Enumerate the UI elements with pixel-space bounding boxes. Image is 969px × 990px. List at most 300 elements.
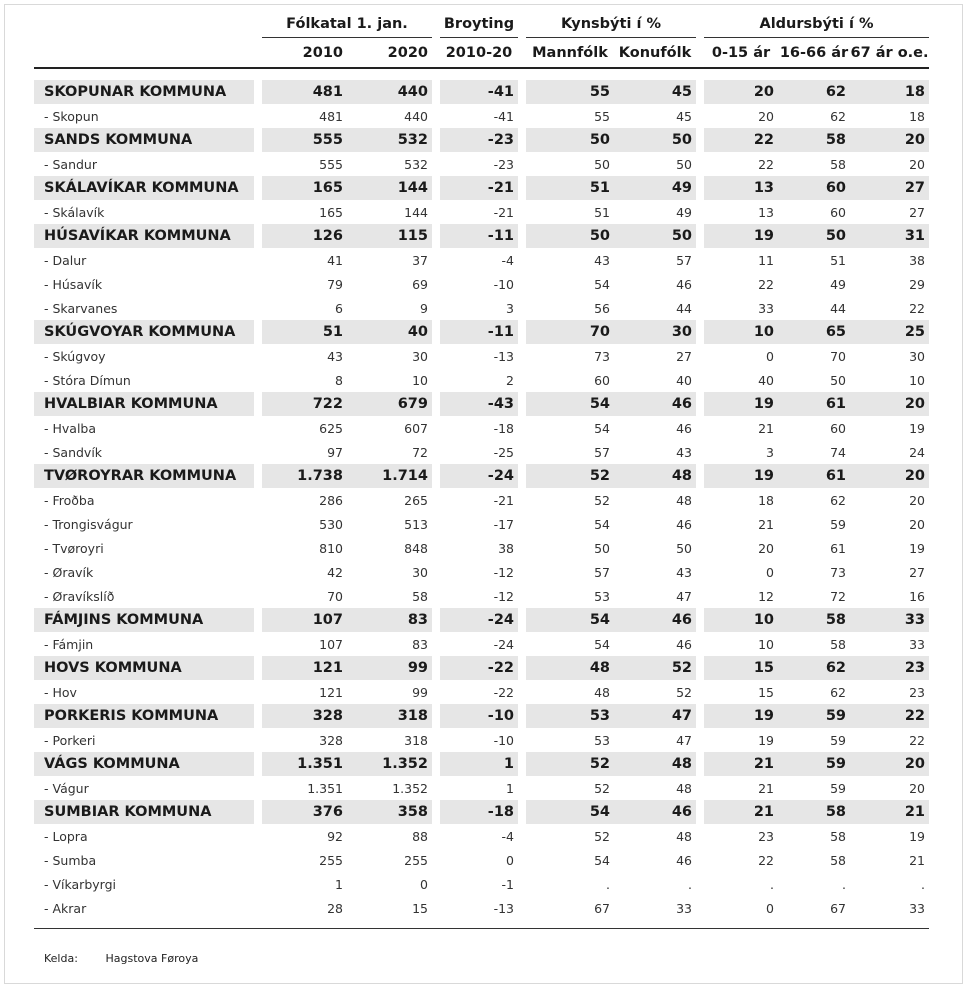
cell-change: -4	[501, 828, 514, 844]
cell-age-16-66: 58	[778, 800, 850, 824]
cell-age-16-66: 61	[778, 464, 850, 488]
cell-v2010: 1.738	[262, 464, 347, 488]
cell-men: 53	[526, 704, 614, 728]
cell-change: -18	[493, 420, 514, 436]
cell-age-0-15: 11	[758, 252, 774, 268]
cell-women: 44	[676, 300, 692, 316]
municipality-row	[34, 80, 929, 104]
cell-men: 54	[526, 392, 614, 416]
cell-v2020: 440	[404, 108, 428, 124]
cell-women: 46	[614, 800, 696, 824]
cell-women: 49	[614, 176, 696, 200]
cell-v2020: 0	[420, 876, 428, 892]
cell-change: -22	[440, 656, 518, 680]
municipality-row	[34, 224, 929, 248]
row-name: - Trongisvágur	[44, 516, 133, 532]
cell-women: 46	[614, 608, 696, 632]
cell-women: 48	[676, 780, 692, 796]
village-row	[34, 416, 929, 440]
cell-age-16-66: 74	[830, 444, 846, 460]
village-row	[34, 728, 929, 752]
municipality-row	[34, 128, 929, 152]
cell-v2020: 37	[412, 252, 428, 268]
cell-age-67: 27	[909, 204, 925, 220]
cell-v2010: 92	[327, 828, 343, 844]
cell-age-16-66: 58	[830, 156, 846, 172]
cell-change: -24	[440, 464, 518, 488]
village-row	[34, 272, 929, 296]
cell-change: -10	[440, 704, 518, 728]
cell-v2010: 255	[319, 852, 343, 868]
row-name: - Sumba	[44, 852, 97, 868]
cell-women: 48	[676, 828, 692, 844]
col-men: Mannfólk	[532, 44, 608, 61]
source-note	[44, 952, 198, 965]
cell-age-67: .	[921, 876, 925, 892]
row-name: - Hvalba	[44, 420, 97, 436]
cell-age-0-15: 21	[758, 516, 774, 532]
cell-change: 0	[506, 852, 514, 868]
cell-age-0-15: 21	[758, 780, 774, 796]
cell-age-67: 38	[909, 252, 925, 268]
cell-v2010: 555	[262, 128, 347, 152]
cell-men: 52	[526, 752, 614, 776]
col-age-67: 67 ár o.e.	[850, 44, 929, 61]
row-name: SUMBIAR KOMMUNA	[34, 800, 254, 824]
cell-women: 46	[676, 516, 692, 532]
cell-v2020: 1.352	[392, 780, 428, 796]
cell-v2010: 530	[319, 516, 343, 532]
row-name: - Vágur	[44, 780, 89, 796]
cell-men: 57	[594, 444, 610, 460]
row-name: HOVS KOMMUNA	[34, 656, 254, 680]
cell-age-67: 22	[909, 732, 925, 748]
cell-v2010: 555	[319, 156, 343, 172]
row-name: SKÁLAVÍKAR KOMMUNA	[34, 176, 254, 200]
cell-age-67: 10	[909, 372, 925, 388]
cell-v2010: 51	[262, 320, 347, 344]
cell-women: 33	[676, 900, 692, 916]
cell-v2010: 42	[327, 564, 343, 580]
cell-change: 1	[440, 752, 518, 776]
cell-change: 38	[498, 540, 514, 556]
cell-age-16-66: 59	[778, 752, 850, 776]
row-name: PORKERIS KOMMUNA	[34, 704, 254, 728]
cell-women: 48	[614, 752, 696, 776]
municipality-row	[34, 752, 929, 776]
municipality-row	[34, 608, 929, 632]
cell-men: 51	[594, 204, 610, 220]
cell-v2010: 328	[319, 732, 343, 748]
cell-men: 60	[594, 372, 610, 388]
cell-change: -11	[440, 320, 518, 344]
cell-v2010: 481	[319, 108, 343, 124]
cell-age-16-66: 62	[778, 80, 850, 104]
cell-age-0-15: 19	[704, 224, 778, 248]
cell-women: 45	[614, 80, 696, 104]
cell-v2020: 58	[412, 588, 428, 604]
cell-age-67: 18	[909, 108, 925, 124]
cell-age-67: 20	[850, 392, 929, 416]
cell-change: 1	[506, 780, 514, 796]
row-name: HVALBIAR KOMMUNA	[34, 392, 254, 416]
cell-age-67: 21	[850, 800, 929, 824]
cell-v2010: 43	[327, 348, 343, 364]
row-name: - Skúgvoy	[44, 348, 106, 364]
cell-age-0-15: 22	[758, 156, 774, 172]
village-row	[34, 824, 929, 848]
row-name: - Skálavík	[44, 204, 105, 220]
cell-age-16-66: 59	[830, 780, 846, 796]
cell-v2010: 107	[319, 636, 343, 652]
cell-age-67: 19	[909, 540, 925, 556]
cell-change: -22	[493, 684, 514, 700]
cell-age-16-66: 58	[830, 636, 846, 652]
cell-age-16-66: 60	[830, 204, 846, 220]
cell-change: -25	[493, 444, 514, 460]
cell-change: -10	[493, 732, 514, 748]
cell-age-0-15: 23	[758, 828, 774, 844]
col-2010: 2010	[302, 44, 343, 61]
cell-women: 43	[676, 444, 692, 460]
row-name: SKÚGVOYAR KOMMUNA	[34, 320, 254, 344]
cell-v2010: 328	[262, 704, 347, 728]
row-name: - Skopun	[44, 108, 99, 124]
row-name: - Øravíkslíð	[44, 588, 115, 604]
cell-v2010: 1.351	[262, 752, 347, 776]
cell-women: 49	[676, 204, 692, 220]
cell-men: 50	[594, 156, 610, 172]
cell-men: 52	[594, 780, 610, 796]
cell-v2010: 107	[262, 608, 347, 632]
cell-age-67: 16	[909, 588, 925, 604]
cell-men: 43	[594, 252, 610, 268]
cell-age-67: 33	[909, 636, 925, 652]
cell-age-0-15: 10	[704, 608, 778, 632]
village-row	[34, 896, 929, 920]
source-label: Kelda:	[44, 952, 78, 965]
cell-v2020: 83	[347, 608, 432, 632]
cell-women: 52	[676, 684, 692, 700]
cell-change: -24	[440, 608, 518, 632]
row-name: - Sandvík	[44, 444, 103, 460]
cell-change: -11	[440, 224, 518, 248]
cell-age-0-15: 20	[704, 80, 778, 104]
cell-women: 50	[614, 224, 696, 248]
header-change: Broyting	[440, 10, 518, 38]
cell-v2010: 70	[327, 588, 343, 604]
cell-men: 54	[594, 636, 610, 652]
header-row-groups	[34, 10, 929, 38]
cell-age-67: 23	[850, 656, 929, 680]
cell-v2020: 679	[347, 392, 432, 416]
cell-age-67: 22	[909, 300, 925, 316]
cell-age-67: 22	[850, 704, 929, 728]
cell-age-16-66: 62	[778, 656, 850, 680]
cell-men: 57	[594, 564, 610, 580]
cell-men: 50	[594, 540, 610, 556]
municipality-row	[34, 464, 929, 488]
cell-age-16-66: 58	[830, 852, 846, 868]
cell-v2010: 376	[262, 800, 347, 824]
cell-men: 53	[594, 732, 610, 748]
row-name: - Lopra	[44, 828, 88, 844]
cell-age-67: 20	[909, 156, 925, 172]
village-row	[34, 872, 929, 896]
row-name: - Víkarbyrgi	[44, 876, 116, 892]
cell-age-0-15: 22	[704, 128, 778, 152]
cell-v2020: 10	[412, 372, 428, 388]
cell-men: 51	[526, 176, 614, 200]
cell-age-67: 33	[850, 608, 929, 632]
cell-change: -10	[493, 276, 514, 292]
cell-age-0-15: 21	[758, 420, 774, 436]
cell-age-16-66: 67	[830, 900, 846, 916]
row-name: - Øravík	[44, 564, 94, 580]
cell-women: 50	[614, 128, 696, 152]
cell-age-0-15: 0	[766, 564, 774, 580]
village-row	[34, 560, 929, 584]
cell-change: -12	[493, 588, 514, 604]
row-name: - Dalur	[44, 252, 87, 268]
cell-age-16-66: 60	[778, 176, 850, 200]
cell-age-16-66: 49	[830, 276, 846, 292]
municipality-row	[34, 704, 929, 728]
cell-age-67: 27	[850, 176, 929, 200]
cell-v2020: 83	[412, 636, 428, 652]
village-row	[34, 512, 929, 536]
cell-men: 67	[594, 900, 610, 916]
cell-v2020: 1.714	[347, 464, 432, 488]
cell-change: -17	[493, 516, 514, 532]
cell-v2010: 121	[319, 684, 343, 700]
cell-v2020: 9	[420, 300, 428, 316]
cell-age-67: 31	[850, 224, 929, 248]
village-row	[34, 248, 929, 272]
cell-v2010: 121	[262, 656, 347, 680]
cell-age-0-15: 21	[704, 752, 778, 776]
cell-age-0-15: 18	[758, 492, 774, 508]
col-age-0-15: 0-15 ár	[711, 44, 771, 61]
cell-age-67: 21	[909, 852, 925, 868]
village-row	[34, 104, 929, 128]
cell-women: 46	[676, 852, 692, 868]
cell-men: 56	[594, 300, 610, 316]
cell-v2010: 165	[319, 204, 343, 220]
cell-v2020: 88	[412, 828, 428, 844]
cell-age-0-15: 33	[758, 300, 774, 316]
cell-age-67: 27	[909, 564, 925, 580]
header-gender: Kynsbýti í %	[526, 10, 696, 38]
cell-v2020: 532	[347, 128, 432, 152]
header-age: Aldursbýti í %	[704, 10, 929, 38]
cell-men: 54	[594, 852, 610, 868]
cell-age-0-15: 22	[758, 276, 774, 292]
cell-age-67: 24	[909, 444, 925, 460]
cell-men: 54	[526, 608, 614, 632]
cell-v2010: 41	[327, 252, 343, 268]
cell-v2010: 6	[335, 300, 343, 316]
cell-v2020: 115	[347, 224, 432, 248]
cell-men: 54	[594, 276, 610, 292]
cell-v2020: 358	[347, 800, 432, 824]
cell-v2010: 1.351	[307, 780, 343, 796]
village-row	[34, 632, 929, 656]
row-name: - Húsavík	[44, 276, 103, 292]
cell-v2010: 97	[327, 444, 343, 460]
village-row	[34, 536, 929, 560]
cell-v2010: 1	[335, 876, 343, 892]
cell-change: 3	[506, 300, 514, 316]
cell-v2010: 165	[262, 176, 347, 200]
cell-v2010: 810	[319, 540, 343, 556]
cell-age-16-66: 72	[830, 588, 846, 604]
row-name: - Tvøroyri	[44, 540, 104, 556]
cell-men: 54	[594, 420, 610, 436]
col-women: Konufólk	[618, 44, 692, 61]
cell-men: 54	[594, 516, 610, 532]
cell-age-16-66: 62	[830, 492, 846, 508]
col-change: 2010-20	[445, 44, 513, 61]
cell-age-0-15: 19	[704, 464, 778, 488]
cell-v2020: 255	[404, 852, 428, 868]
cell-v2020: 607	[404, 420, 428, 436]
cell-change: -21	[440, 176, 518, 200]
cell-age-67: 20	[909, 516, 925, 532]
cell-age-16-66: 70	[830, 348, 846, 364]
cell-age-16-66: 60	[830, 420, 846, 436]
cell-age-67: 23	[909, 684, 925, 700]
municipality-row	[34, 176, 929, 200]
cell-women: 47	[614, 704, 696, 728]
cell-age-0-15: 40	[758, 372, 774, 388]
col-age-16-66: 16-66 ár	[779, 44, 849, 61]
cell-change: -21	[493, 204, 514, 220]
row-name: SANDS KOMMUNA	[34, 128, 254, 152]
cell-age-67: 19	[909, 828, 925, 844]
cell-age-67: 25	[850, 320, 929, 344]
cell-age-0-15: 19	[758, 732, 774, 748]
village-row	[34, 848, 929, 872]
cell-v2020: 440	[347, 80, 432, 104]
cell-v2020: 532	[404, 156, 428, 172]
cell-age-16-66: 65	[778, 320, 850, 344]
cell-women: 52	[614, 656, 696, 680]
cell-v2020: 99	[347, 656, 432, 680]
row-name: SKOPUNAR KOMMUNA	[34, 80, 254, 104]
cell-women: 47	[676, 588, 692, 604]
cell-v2020: 318	[404, 732, 428, 748]
row-name: - Porkeri	[44, 732, 96, 748]
cell-women: 45	[676, 108, 692, 124]
cell-change: -1	[501, 876, 514, 892]
cell-men: 48	[594, 684, 610, 700]
cell-v2020: 144	[404, 204, 428, 220]
cell-age-16-66: 59	[778, 704, 850, 728]
source-value: Hagstova Føroya	[105, 952, 199, 965]
cell-age-67: 30	[909, 348, 925, 364]
cell-v2020: 318	[347, 704, 432, 728]
cell-men: 52	[594, 492, 610, 508]
cell-change: 2	[506, 372, 514, 388]
cell-change: -13	[493, 900, 514, 916]
cell-age-16-66: 44	[830, 300, 846, 316]
village-row	[34, 440, 929, 464]
population-table	[34, 10, 929, 929]
cell-change: -23	[493, 156, 514, 172]
cell-v2020: 1.352	[347, 752, 432, 776]
cell-v2010: 286	[319, 492, 343, 508]
cell-men: 50	[526, 224, 614, 248]
col-2020: 2020	[387, 44, 428, 61]
cell-women: 57	[676, 252, 692, 268]
municipality-row	[34, 392, 929, 416]
cell-age-16-66: 61	[778, 392, 850, 416]
cell-change: -21	[493, 492, 514, 508]
cell-change: -41	[493, 108, 514, 124]
cell-women: 46	[614, 392, 696, 416]
header-row-columns	[34, 38, 929, 68]
cell-v2010: 8	[335, 372, 343, 388]
cell-age-0-15: 20	[758, 108, 774, 124]
cell-v2020: 513	[404, 516, 428, 532]
cell-men: 73	[594, 348, 610, 364]
cell-v2020: 99	[412, 684, 428, 700]
cell-women: 46	[676, 636, 692, 652]
cell-age-16-66: 58	[830, 828, 846, 844]
cell-men: 48	[526, 656, 614, 680]
cell-age-67: 19	[909, 420, 925, 436]
row-name: - Froðba	[44, 492, 95, 508]
village-row	[34, 200, 929, 224]
cell-age-67: 33	[909, 900, 925, 916]
cell-age-16-66: 59	[830, 732, 846, 748]
cell-v2010: 625	[319, 420, 343, 436]
village-row	[34, 776, 929, 800]
cell-age-0-15: 13	[704, 176, 778, 200]
cell-change: -4	[501, 252, 514, 268]
cell-age-0-15: 15	[704, 656, 778, 680]
cell-age-16-66: 73	[830, 564, 846, 580]
row-name: - Sandur	[44, 156, 97, 172]
cell-age-16-66: 50	[830, 372, 846, 388]
cell-age-16-66: 62	[830, 108, 846, 124]
cell-women: 27	[676, 348, 692, 364]
cell-age-0-15: 22	[758, 852, 774, 868]
cell-v2020: 72	[412, 444, 428, 460]
cell-age-16-66: 50	[778, 224, 850, 248]
cell-v2020: 265	[404, 492, 428, 508]
row-name: - Stóra Dímun	[44, 372, 131, 388]
cell-age-0-15: 15	[758, 684, 774, 700]
row-name: VÁGS KOMMUNA	[34, 752, 254, 776]
cell-v2010: 126	[262, 224, 347, 248]
row-name: - Hov	[44, 684, 77, 700]
cell-women: 46	[676, 276, 692, 292]
cell-men: 52	[594, 828, 610, 844]
cell-age-67: 29	[909, 276, 925, 292]
row-name: - Skarvanes	[44, 300, 118, 316]
cell-men: 52	[526, 464, 614, 488]
cell-v2010: 722	[262, 392, 347, 416]
cell-men: 50	[526, 128, 614, 152]
municipality-row	[34, 320, 929, 344]
municipality-row	[34, 656, 929, 680]
village-row	[34, 584, 929, 608]
village-row	[34, 152, 929, 176]
cell-age-0-15: .	[770, 876, 774, 892]
row-name: TVØROYRAR KOMMUNA	[34, 464, 254, 488]
